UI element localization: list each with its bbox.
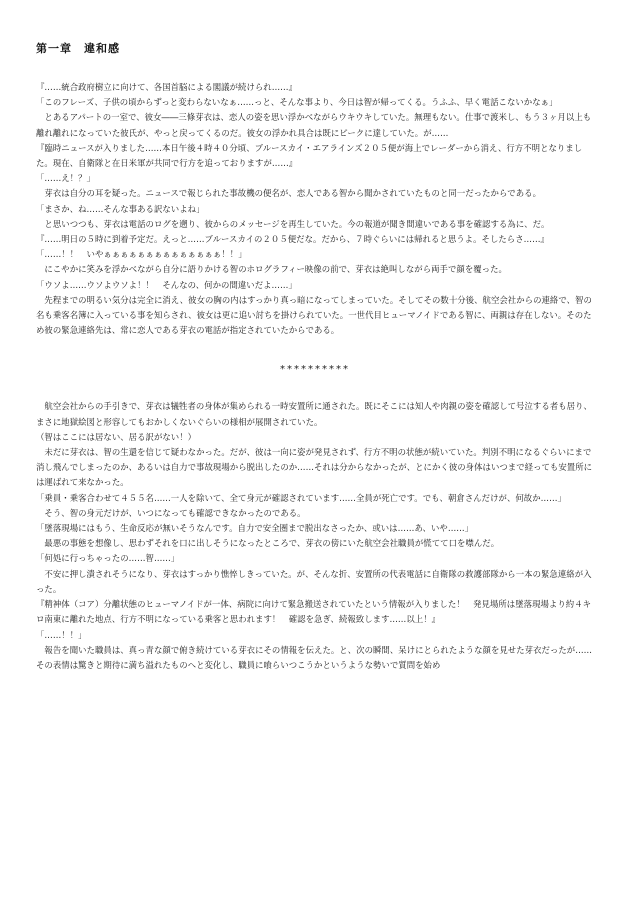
- paragraph: 「……！！」: [36, 629, 87, 640]
- paragraph: 「……！！ いやぁぁぁぁぁぁぁぁぁぁぁぁぁぁ！！」: [36, 249, 247, 260]
- paragraph: （智はここには居ない、居る訳がない！）: [36, 431, 197, 442]
- section-separator: **********: [280, 364, 350, 376]
- paragraph: 「このフレーズ、子供の頃からずっと変わらないなぁ……っと、そんな事より、今日は智が帰ってくる。うふふ、早く電話こないかなぁ」: [36, 97, 558, 108]
- paragraph: 芽衣は自分の耳を疑った。ニュースで報じられた事故機の便名が、恋人である智から聞かされていたものと同一だったからである。: [36, 188, 541, 199]
- paragraph: 『……明日の５時に到着予定だ。えっと……ブルースカイの２０５便だな。だから、７時ぐらいには帰れると思うよ。そしたらさ……』: [36, 234, 549, 245]
- paragraph: 「ウソよ……ウソよウソよ！！ そんなの、何かの間違いだよ……」: [36, 279, 297, 290]
- paragraph: 「墜落現場にはもう、生命反応が無いそうなんです。自力で安全圏まで脱出なさったか、或いは……あ、いや……」: [36, 523, 474, 534]
- paragraph: 「まさか、ね……そんな事ある訳ないよね」: [36, 203, 205, 214]
- paragraph: そう、智の身元だけが、いつになっても確認できなかったのである。: [36, 507, 306, 518]
- paragraph: 「……え！？」: [36, 173, 95, 184]
- paragraph: 『臨時ニュースが入りました……本日午後４時４０分頃、ブルースカイ・エアラインズ２０５便が海上でレーダーから消え、行方不明となりました。現在、自衛隊と在日米軍が共同で行方を追っておりますが……』: [36, 142, 583, 169]
- paragraph: 『精神体（コア）分離状態のヒューマノイドが一体、病院に向けて緊急搬送されていたという情報が入りました！ 発見場所は墜落現場より約４キロ南東に離れた地点、行方不明になっている乗客と思われます！ 確認を急ぎ、続報致します……以上！』: [36, 599, 592, 625]
- section-1: [36, 80, 594, 338]
- paragraph: と思いつつも、芽衣は電話のログを遡り、彼からのメッセージを再生していた。今の報道が聞き間違いである事を確認する為に、だ。: [36, 218, 550, 229]
- paragraph: 不安に押し潰されそうになり、芽衣はすっかり憔悴しきっていた。が、そんな折、安置所の代表電話に自衛隊の救護部隊から一本の緊急連絡が入った。: [36, 568, 592, 594]
- paragraph: 航空会社からの手引きで、芽衣は犠牲者の身体が集められる一時安置所に通された。既にそこには知人や肉親の姿を確認して号泣する者も居り、まさに地獄絵図と形容してもおかしくないぐらいの様相が展開されていた。: [36, 401, 592, 427]
- section-2: [36, 399, 594, 673]
- paragraph: 「何処に行っちゃったの……智……」: [36, 553, 180, 564]
- paragraph: とあるアパートの一室で、彼女――三條芽衣は、恋人の姿を思い浮かべながらウキウキしていた。無理もない。仕事で渡米し、もう３ヶ月以上も離れ離れになっていた彼氏が、やっと戻ってくるのだ。彼女の浮かれ具合は既にピークに達していた。が……: [36, 112, 592, 138]
- paragraph: 先程までの明るい気分は完全に消え、彼女の胸の内はすっかり真っ暗になってしまっていた。そしてその数十分後、航空会社からの連絡で、智の名も乗客名簿に入っている事を知らされ、彼女は更に追い討ちを掛けられていた。一世代目ヒューマノイドである智に、両親は存在しない。そのため彼の緊急連絡先は、常に恋人である芽衣の電話が指定されていたからである。: [36, 294, 592, 336]
- paragraph: 未だに芽衣は、智の生還を信じて疑わなかった。だが、彼は一向に姿が発見されず、行方不明の状態が続いていた。判別不明になるぐらいにまで消し飛んでしまったのか、あるいは自力で事故現場から脱出したのか……それは分からなかったが、とにかく彼の身体はいつまで経っても安置所には運ばれて来なかった。: [36, 447, 593, 488]
- chapter-title: 第一章 違和感: [36, 42, 120, 55]
- paragraph: 報告を聞いた職員は、真っ青な顔で俯き続けている芽衣にその情報を伝えた。と、次の瞬間、呆けにとられたような顔を見せた芽衣だったが……その表情は驚きと期待に満ち溢れたものへと変化し、職員に喰らいつこうかというような勢いで質問を始め: [36, 644, 593, 670]
- paragraph: 『……統合政府樹立に向けて、各国首脳による閣議が続けられ……』: [36, 82, 298, 92]
- paragraph: 「乗員・乗客合わせて４５５名……一人を除いて、全て身元が確認されています……全員が死亡です。でも、朝倉さんだけが、何故か……」: [36, 492, 566, 503]
- paragraph: 最悪の事態を想像し、思わずそれを口に出しそうになったところで、芽衣の傍にいた航空会社職員が慌てて口を噤んだ。: [36, 538, 500, 549]
- paragraph: にこやかに笑みを浮かべながら自分に語りかける智のホログラフィー映像の前で、芽衣は絶叫しながら両手で顔を覆った。: [36, 264, 507, 275]
